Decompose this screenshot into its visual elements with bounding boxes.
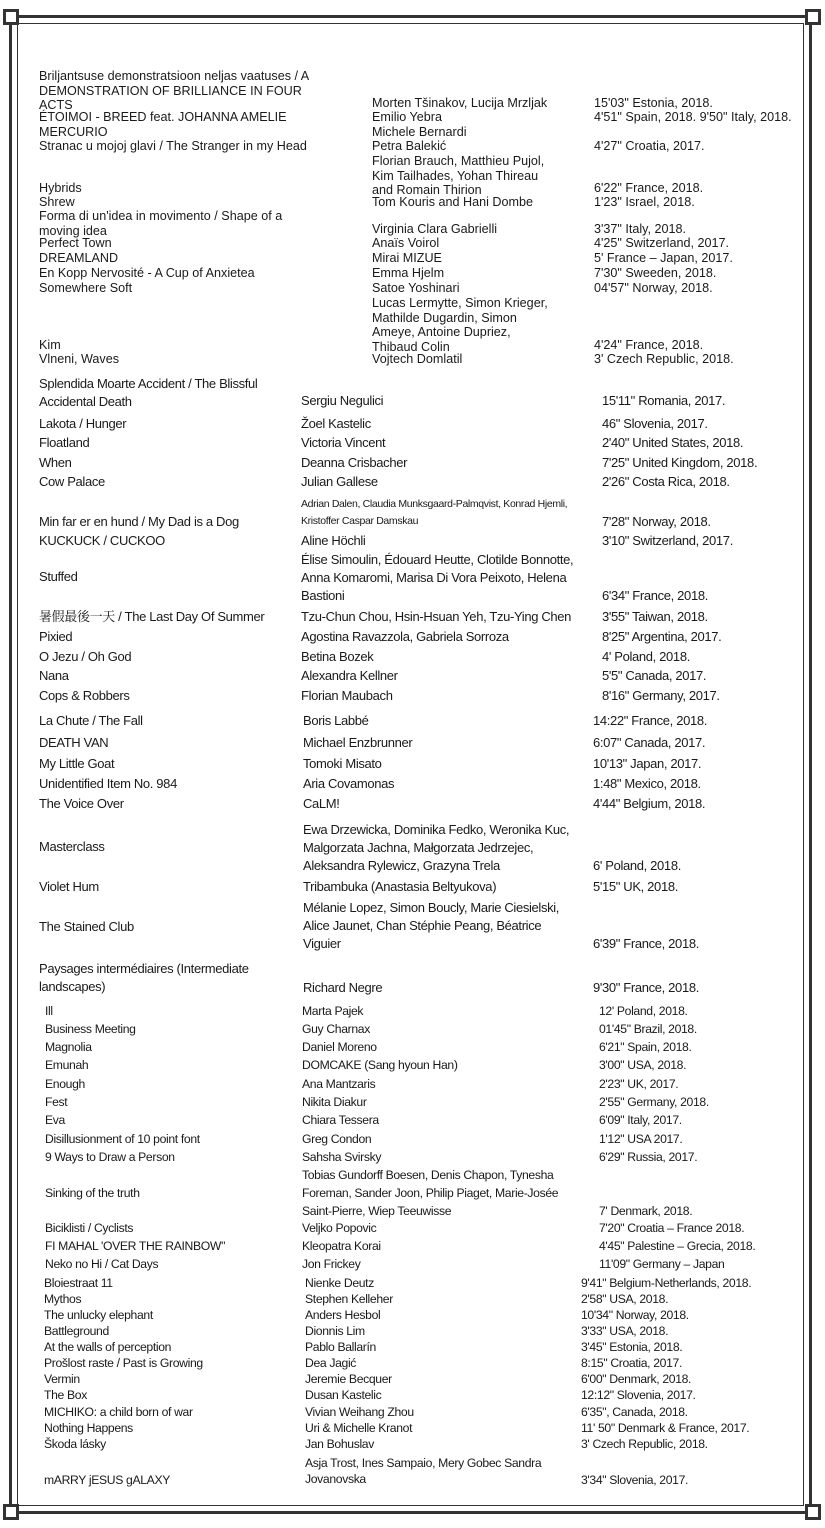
film-info: 10'13" Japan, 2017. bbox=[593, 756, 702, 771]
film-title: Hybrids bbox=[39, 181, 82, 195]
film-info: 4'45" Palestine – Grecia, 2018. bbox=[599, 1239, 756, 1253]
film-title: Nothing Happens bbox=[44, 1421, 133, 1435]
film-title: Pixied bbox=[39, 629, 73, 644]
film-director: Greg Condon bbox=[302, 1132, 372, 1146]
film-info: 6'09" Italy, 2017. bbox=[599, 1113, 682, 1127]
film-title: Briljantsuse demonstratsioon neljas vaatuses / A DEMONSTRATION OF BRILLIANCE IN FOUR ACTS bbox=[39, 69, 310, 113]
film-info: 6'21" Spain, 2018. bbox=[599, 1040, 692, 1054]
film-info: 46" Slovenia, 2017. bbox=[602, 416, 708, 431]
film-info: 10'34" Norway, 2018. bbox=[581, 1308, 689, 1322]
film-title: Masterclass bbox=[39, 839, 105, 854]
film-info: 1:48" Mexico, 2018. bbox=[593, 776, 701, 791]
film-info: 7'30" Sweeden, 2018. bbox=[594, 266, 717, 280]
film-info: 15'03" Estonia, 2018. bbox=[594, 96, 713, 110]
film-title: Min far er en hund / My Dad is a Dog bbox=[39, 514, 239, 529]
film-title: The Box bbox=[44, 1388, 87, 1402]
film-title: 暑假最後一天 / The Last Day Of Summer bbox=[39, 609, 265, 624]
film-director: Betina Bozek bbox=[301, 649, 374, 664]
film-info: 12' Poland, 2018. bbox=[599, 1004, 688, 1018]
film-director: Tomoki Misato bbox=[303, 756, 382, 771]
film-info: 5'15" UK, 2018. bbox=[593, 879, 678, 894]
film-director: Petra Balekić bbox=[372, 139, 447, 153]
film-director: Florian Maubach bbox=[301, 688, 393, 703]
film-title: FI MAHAL 'OVER THE RAINBOW" bbox=[45, 1239, 226, 1253]
film-title: The unlucky elephant bbox=[44, 1308, 153, 1322]
film-info: 6'35", Canada, 2018. bbox=[581, 1405, 688, 1419]
film-title: Disillusionment of 10 point font bbox=[45, 1132, 200, 1146]
film-info: 7'28" Norway, 2018. bbox=[602, 514, 711, 529]
film-director: Aline Höchli bbox=[301, 533, 366, 548]
film-director: Virginia Clara Gabrielli bbox=[372, 222, 498, 236]
film-info: 3'33" USA, 2018. bbox=[581, 1324, 669, 1338]
film-director: Dea Jagić bbox=[305, 1356, 357, 1370]
film-director: Boris Labbé bbox=[303, 713, 369, 728]
film-info: 11'09" Germany – Japan bbox=[599, 1257, 725, 1271]
film-director: Richard Negre bbox=[303, 980, 383, 995]
film-title: Biciklisti / Cyclists bbox=[45, 1221, 134, 1235]
film-director: Emilio Yebra Michele Bernardi bbox=[372, 110, 467, 139]
film-director: Sahsha Svirsky bbox=[302, 1150, 382, 1164]
film-title: Battleground bbox=[44, 1324, 109, 1338]
film-director: Jon Frickey bbox=[302, 1257, 361, 1271]
film-title: Vermin bbox=[44, 1372, 80, 1386]
film-info: 6' Poland, 2018. bbox=[593, 858, 681, 873]
film-title: Stuffed bbox=[39, 569, 78, 584]
film-title: Fest bbox=[45, 1095, 68, 1109]
film-title: La Chute / The Fall bbox=[39, 713, 143, 728]
film-title: Perfect Town bbox=[39, 236, 112, 250]
film-info: 6'34" France, 2018. bbox=[602, 588, 708, 603]
film-director: Adrian Dalen, Claudia Munksgaard-Palmqvist, Konrad Hjemli, Kristoffer Caspar Damskau bbox=[301, 498, 568, 527]
film-info: 4'44" Belgium, 2018. bbox=[593, 796, 706, 811]
film-info: 4'27" Croatia, 2017. bbox=[594, 139, 705, 153]
film-director: Victoria Vincent bbox=[301, 435, 386, 450]
film-director: Alexandra Kellner bbox=[301, 668, 398, 683]
film-title: Sinking of the truth bbox=[45, 1186, 140, 1200]
film-title: Bloiestraat 11 bbox=[44, 1276, 113, 1290]
film-director: Mélanie Lopez, Simon Boucly, Marie Ciesielski, Alice Jaunet, Chan Stéphie Peang, Béatrice Viguier bbox=[303, 900, 560, 951]
film-info: 8'25" Argentina, 2017. bbox=[602, 629, 722, 644]
film-info: 3' Czech Republic, 2018. bbox=[581, 1437, 708, 1451]
film-info: 7' Denmark, 2018. bbox=[599, 1204, 693, 1218]
film-title: DREAMLAND bbox=[39, 251, 119, 265]
film-info: 3'00" USA, 2018. bbox=[599, 1058, 687, 1072]
film-title: The Stained Club bbox=[39, 919, 134, 934]
film-title: Vlneni, Waves bbox=[39, 352, 120, 366]
film-title: Lakota / Hunger bbox=[39, 416, 127, 431]
film-title: ÉTOIMOI - BREED feat. JOHANNA AMELIE MERCURIO bbox=[39, 110, 287, 139]
film-info: 15'11" Romania, 2017. bbox=[602, 393, 726, 408]
film-info: 11' 50" Denmark & France, 2017. bbox=[581, 1421, 750, 1435]
film-director: Asja Trost, Ines Sampaio, Mery Gobec Sandra Jovanovska bbox=[305, 1456, 542, 1487]
film-info: 01'45" Brazil, 2018. bbox=[599, 1022, 697, 1036]
film-director: Tribambuka (Anastasia Beltyukova) bbox=[303, 879, 497, 894]
film-info: 1'12" USA 2017. bbox=[599, 1132, 683, 1146]
film-title: Magnolia bbox=[45, 1040, 92, 1054]
film-info: 2'23" UK, 2017. bbox=[599, 1077, 679, 1091]
film-director: Deanna Crisbacher bbox=[301, 455, 408, 470]
film-title: When bbox=[39, 455, 72, 470]
film-director: Dusan Kastelic bbox=[305, 1388, 382, 1402]
film-info: 7'25" United Kingdom, 2018. bbox=[602, 455, 758, 470]
film-director: Stephen Kelleher bbox=[305, 1292, 393, 1306]
film-director: Vivian Weihang Zhou bbox=[305, 1405, 414, 1419]
film-director: Ana Mantzaris bbox=[302, 1077, 376, 1091]
film-info: 3'45" Estonia, 2018. bbox=[581, 1340, 683, 1354]
film-info: 3'55" Taiwan, 2018. bbox=[602, 609, 708, 624]
film-title: DEATH VAN bbox=[39, 735, 109, 750]
film-title: En Kopp Nervosité - A Cup of Anxietea bbox=[39, 266, 255, 280]
film-title: At the walls of perception bbox=[44, 1340, 172, 1354]
film-title: Škoda lásky bbox=[44, 1437, 106, 1451]
film-info: 3'34" Slovenia, 2017. bbox=[581, 1473, 689, 1487]
film-director: Florian Brauch, Matthieu Pujol, Kim Tailhades, Yohan Thireau and Romain Thirion bbox=[372, 154, 545, 198]
film-title: Ill bbox=[45, 1004, 53, 1018]
film-title: Stranac u mojoj glavi / The Stranger in my Head bbox=[39, 139, 307, 153]
film-info: 8:15" Croatia, 2017. bbox=[581, 1356, 682, 1370]
film-title: Cow Palace bbox=[39, 474, 105, 489]
film-director: CaLM! bbox=[303, 796, 340, 811]
film-director: Mirai MIZUE bbox=[372, 251, 442, 265]
film-info: 2'58" USA, 2018. bbox=[581, 1292, 669, 1306]
film-director: Sergiu Negulici bbox=[301, 393, 384, 408]
film-director: Emma Hjelm bbox=[372, 266, 445, 280]
film-title: Somewhere Soft bbox=[39, 281, 133, 295]
film-title: Prošlost raste / Past is Growing bbox=[44, 1356, 203, 1370]
film-info: 7'20" Croatia – France 2018. bbox=[599, 1221, 745, 1235]
film-director: Pablo Ballarín bbox=[305, 1340, 376, 1354]
film-info: 3'37" Italy, 2018. bbox=[594, 222, 687, 236]
film-title: Emunah bbox=[45, 1058, 89, 1072]
film-info: 6'22" France, 2018. bbox=[594, 181, 704, 195]
film-info: 9'41" Belgium-Netherlands, 2018. bbox=[581, 1276, 752, 1290]
film-director: Tom Kouris and Hani Dombe bbox=[372, 195, 533, 209]
film-title: O Jezu / Oh God bbox=[39, 649, 132, 664]
film-info: 4'25" Switzerland, 2017. bbox=[594, 236, 729, 250]
film-director: Guy Charnax bbox=[302, 1022, 370, 1036]
film-director: Anders Hesbol bbox=[305, 1308, 381, 1322]
film-director: Kleopatra Korai bbox=[302, 1239, 381, 1253]
film-director: Nienke Deutz bbox=[305, 1276, 374, 1290]
film-info: 12:12" Slovenia, 2017. bbox=[581, 1388, 696, 1402]
film-director: Lucas Lermytte, Simon Krieger, Mathilde Dugardin, Simon Ameye, Antoine Dupriez, Thibaud Colin bbox=[372, 296, 548, 355]
film-info: 6'29" Russia, 2017. bbox=[599, 1150, 698, 1164]
film-info: 6'39" France, 2018. bbox=[593, 936, 699, 951]
film-title: Unidentified Item No. 984 bbox=[39, 776, 177, 791]
film-director: Nikita Diakur bbox=[302, 1095, 367, 1109]
film-info: 4' Poland, 2018. bbox=[602, 649, 690, 664]
film-director: Uri & Michelle Kranot bbox=[305, 1421, 413, 1435]
film-director: Chiara Tessera bbox=[302, 1113, 379, 1127]
film-info: 1'23" Israel, 2018. bbox=[594, 195, 695, 209]
film-title: mARRY jESUS gALAXY bbox=[44, 1473, 171, 1487]
film-info: 6'00" Denmark, 2018. bbox=[581, 1372, 692, 1386]
film-director: DOMCAKE (Sang hyoun Han) bbox=[302, 1058, 458, 1072]
film-director: Veljko Popovic bbox=[302, 1221, 377, 1235]
film-director: Daniel Moreno bbox=[302, 1040, 377, 1054]
film-info: 5' France – Japan, 2017. bbox=[594, 251, 733, 265]
film-title: Floatland bbox=[39, 435, 90, 450]
film-director: Anaïs Voirol bbox=[372, 236, 440, 250]
film-title: Cops & Robbers bbox=[39, 688, 130, 703]
film-title: Splendida Moarte Accident / The Blissful Accidental Death bbox=[39, 376, 258, 409]
film-title: Enough bbox=[45, 1077, 85, 1091]
film-director: Marta Pajek bbox=[302, 1004, 364, 1018]
film-info: 3' Czech Republic, 2018. bbox=[594, 352, 734, 366]
film-title: Shrew bbox=[39, 195, 75, 209]
film-title: Nana bbox=[39, 668, 69, 683]
film-title: KUCKUCK / CUCKOO bbox=[39, 533, 165, 548]
film-info: 14:22" France, 2018. bbox=[593, 713, 707, 728]
film-title: 9 Ways to Draw a Person bbox=[45, 1150, 175, 1164]
film-director: Satoe Yoshinari bbox=[372, 281, 460, 295]
film-info: 9'30" France, 2018. bbox=[593, 980, 699, 995]
film-info: 5'5" Canada, 2017. bbox=[602, 668, 707, 683]
film-director: Tzu-Chun Chou, Hsin-Hsuan Yeh, Tzu-Ying Chen bbox=[301, 609, 572, 624]
film-info: 2'55" Germany, 2018. bbox=[599, 1095, 709, 1109]
film-director: Dionnis Lim bbox=[305, 1324, 365, 1338]
film-title: MICHIKO: a child born of war bbox=[44, 1405, 193, 1419]
film-title: Kim bbox=[39, 338, 61, 352]
film-director: Julian Gallese bbox=[301, 474, 378, 489]
film-info: 3'10" Switzerland, 2017. bbox=[602, 533, 733, 548]
film-title: The Voice Over bbox=[39, 796, 124, 811]
film-title: Violet Hum bbox=[39, 879, 99, 894]
film-director: Vojtech Domlatil bbox=[372, 352, 463, 366]
film-title: Business Meeting bbox=[45, 1022, 136, 1036]
film-title: Forma di un'idea in movimento / Shape of a moving idea bbox=[39, 209, 283, 238]
film-director: Michael Enzbrunner bbox=[303, 735, 413, 750]
film-info: 2'40" United States, 2018. bbox=[602, 435, 744, 450]
film-title: My Little Goat bbox=[39, 756, 115, 771]
film-info: 4'24" France, 2018. bbox=[594, 338, 704, 352]
film-director: Morten Tšinakov, Lucija Mrzljak bbox=[372, 96, 548, 110]
film-info: 2'26" Costa Rica, 2018. bbox=[602, 474, 730, 489]
film-director: Jan Bohuslav bbox=[305, 1437, 374, 1451]
film-director: Ewa Drzewicka, Dominika Fedko, Weronika Kuc, Malgorzata Jachna, Małgorzata Jedrzejec, Aleksandra Rylewicz, Grazyna Trela bbox=[303, 822, 570, 873]
film-title: Eva bbox=[45, 1113, 65, 1127]
film-director: Agostina Ravazzola, Gabriela Sorroza bbox=[301, 629, 509, 644]
film-title: Mythos bbox=[44, 1292, 82, 1306]
film-director: Aria Covamonas bbox=[303, 776, 395, 791]
film-director: Tobias Gundorff Boesen, Denis Chapon, Tynesha Foreman, Sander Joon, Philip Piaget, Marie-Josée Saint-Pierre, Wiep Teeuwisse bbox=[302, 1168, 559, 1218]
film-info: 4'51" Spain, 2018. 9'50" Italy, 2018. bbox=[594, 110, 792, 124]
film-info: 8'16" Germany, 2017. bbox=[602, 688, 720, 703]
film-director: Élise Simoulin, Édouard Heutte, Clotilde Bonnotte, Anna Komaromi, Marisa Di Vora Peixoto, Helena Bastioni bbox=[301, 552, 574, 603]
film-info: 6:07" Canada, 2017. bbox=[593, 735, 706, 750]
film-title: Neko no Hi / Cat Days bbox=[45, 1257, 159, 1271]
film-title: Paysages intermédiaires (Intermediate landscapes) bbox=[39, 961, 249, 994]
film-director: Jeremie Becquer bbox=[305, 1372, 392, 1386]
film-info: 04'57" Norway, 2018. bbox=[594, 281, 713, 295]
film-director: Žoel Kastelic bbox=[301, 416, 371, 431]
